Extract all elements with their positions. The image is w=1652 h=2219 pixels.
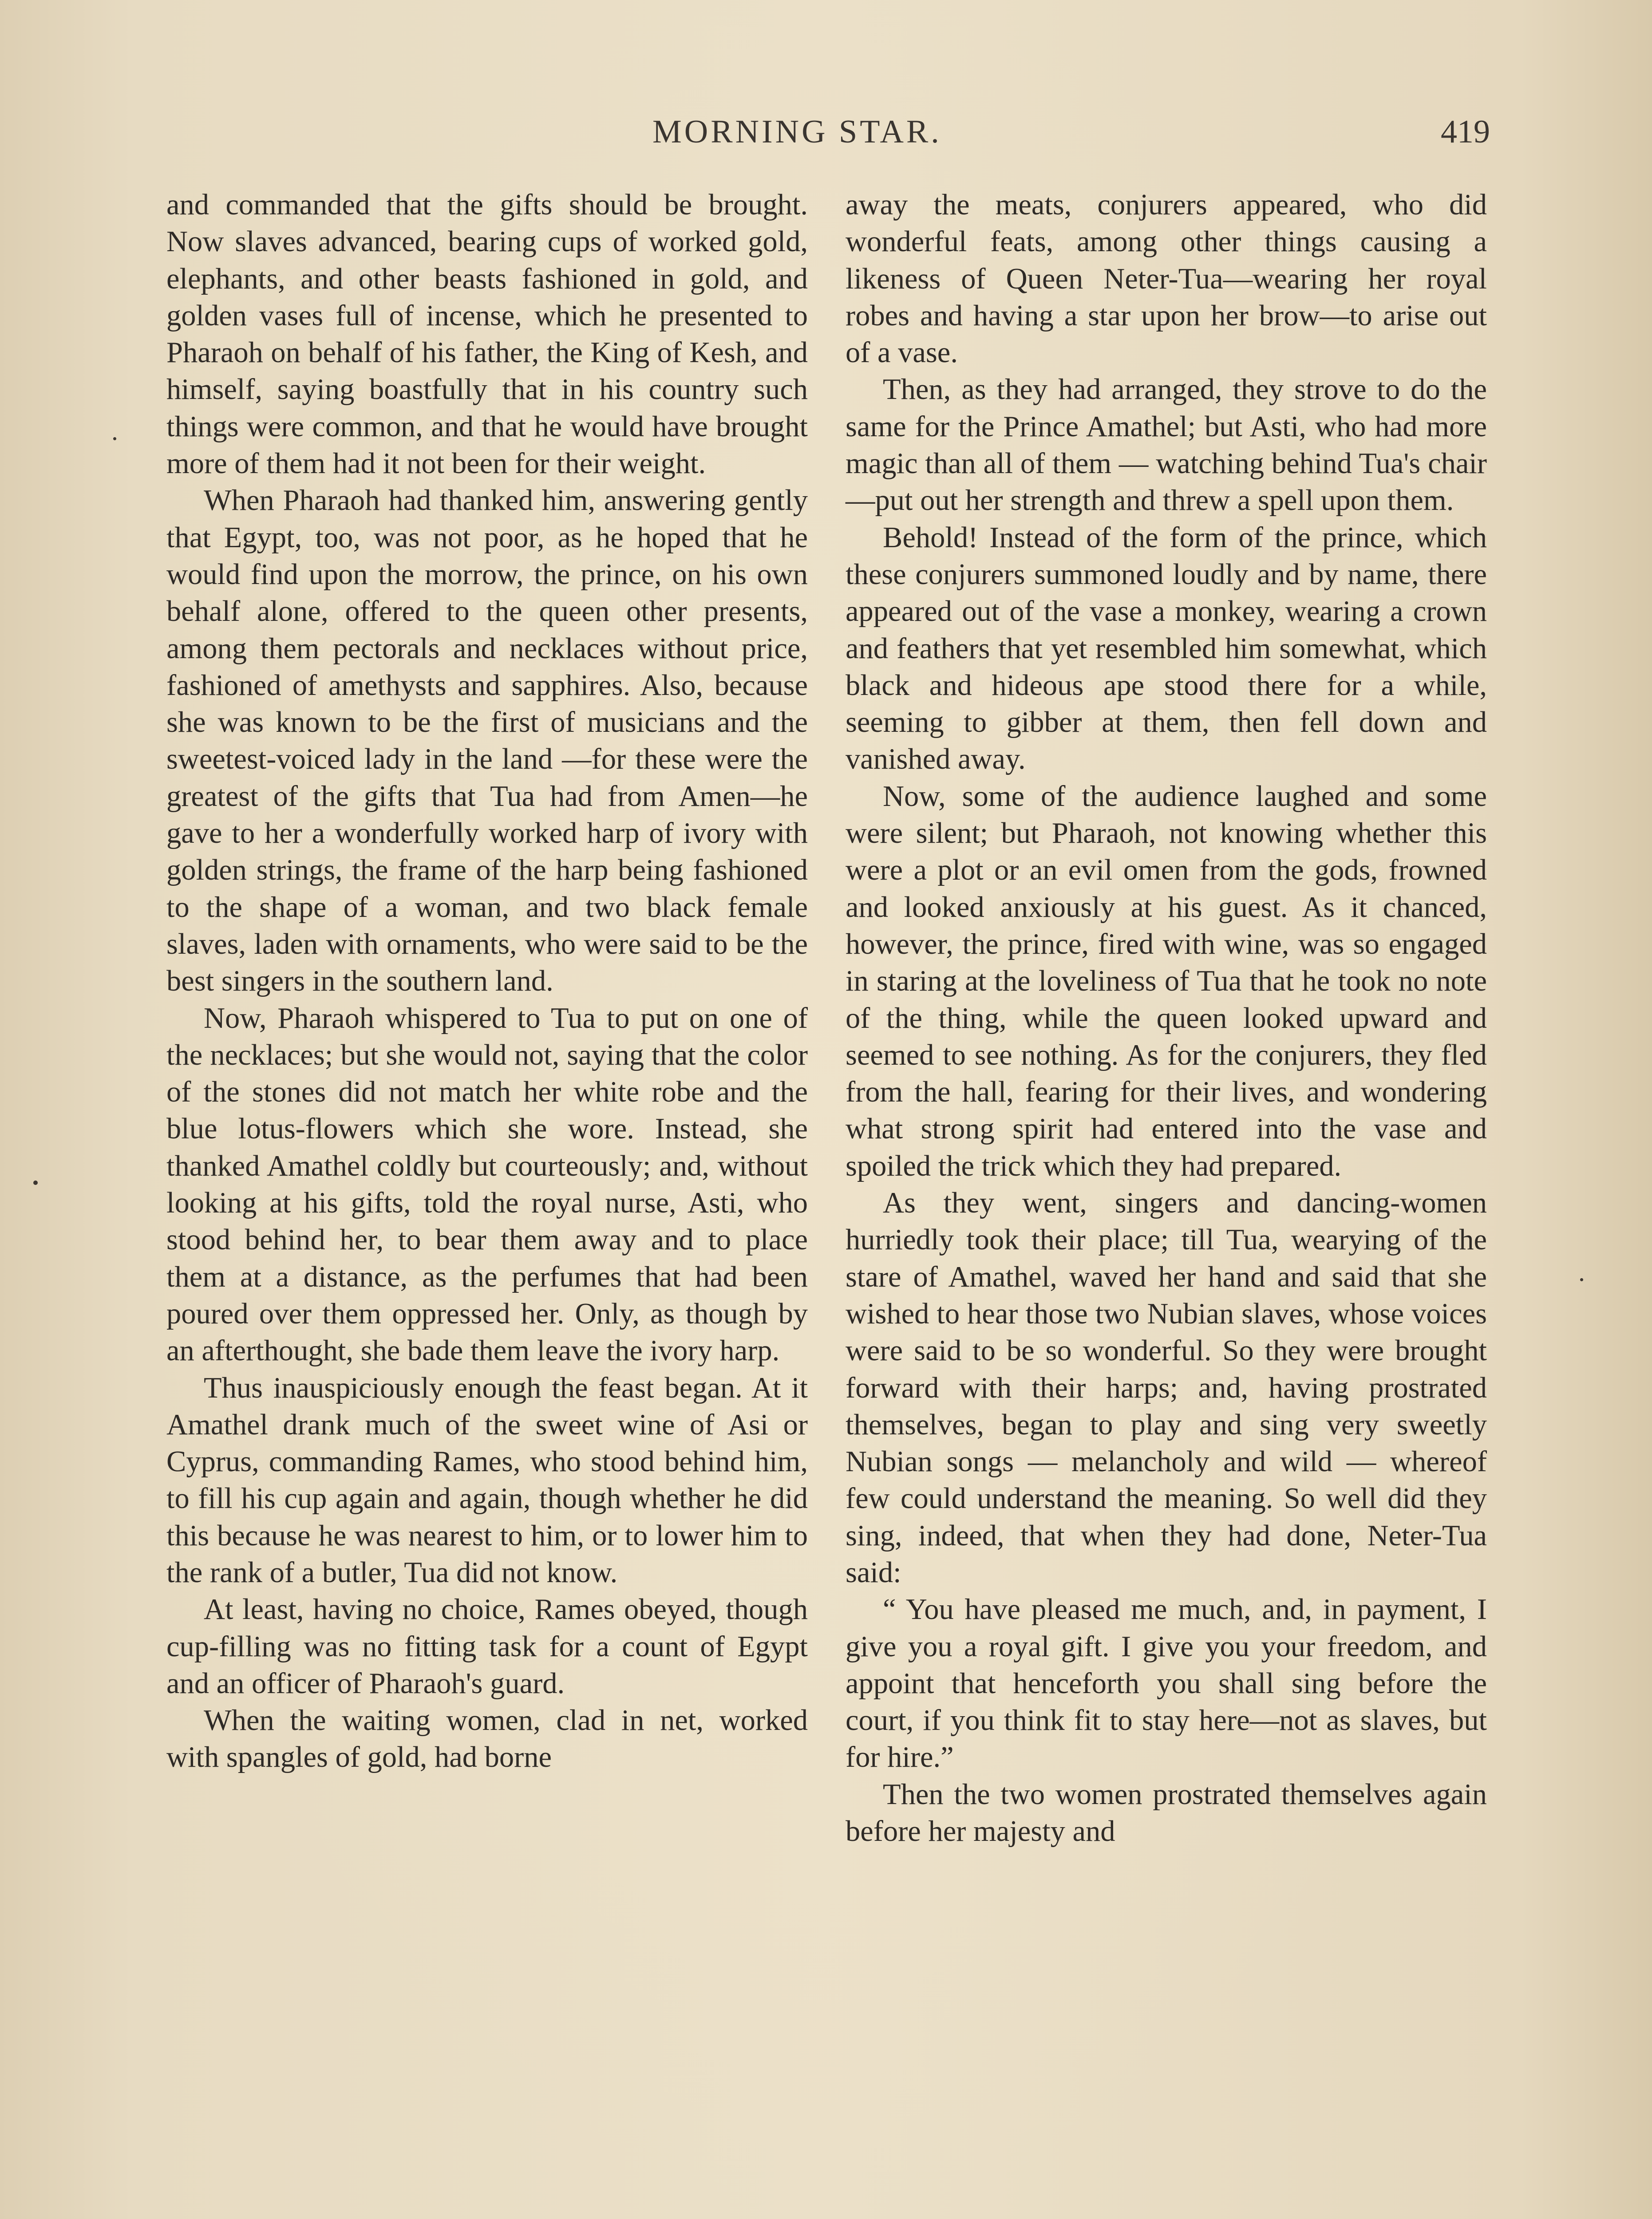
paragraph: At least, having no choice, Rames obeyed, though cup-filling was no fitting task for a count of Egypt and an officer of Pharaoh's guard. (166, 1593, 808, 1700)
page-number: 419 (1441, 114, 1490, 150)
paragraph: Thus inauspiciously enough the feast began. At it Amathel drank much of the sweet wine of Asi or Cyprus, commanding Rames, who stood behind him, to fill his cup again and again, though whether he did this because he was nearest to him, or to lower him to the rank of a butler, Tua did not know. (166, 1371, 808, 1589)
paragraph: Behold! Instead of the form of the prince, which these conjurers summoned loudly and by name, there appeared out of the vase a monkey, wearing a crown and feathers that yet resembled him somewhat, which black and hideous ape stood there for a while, seeming to gibber at them, then fell down and vanished away. (846, 521, 1487, 776)
paper-speck (1580, 1278, 1583, 1281)
running-title: MORNING STAR. (652, 114, 942, 150)
paragraph: Then, as they had arranged, they strove to do the same for the Prince Amathel; but Asti, who had more magic than all of them — watching behind Tua's chair—put out her strength and threw a spell upon them. (846, 373, 1487, 517)
paragraph: “ You have pleased me much, and, in payment, I give you a royal gift. I give you your freedom, and appoint that henceforth you shall sing before the court, if you think fit to stay here—not as slaves, but for hire.” (846, 1593, 1487, 1774)
paragraph: When Pharaoh had thanked him, answering gently that Egypt, too, was not poor, as he hoped that he would find upon the morrow, the prince, on his own behalf alone, offered to the queen other presents, among them pectorals and necklaces without price, fashioned of amethysts and sapphires. Also, because she was known to be the first of musicians and the sweetest-voiced lady in the land —for these were the greatest of the gifts that Tua had from Amen—he gave to her a wonderfully worked harp of ivory with golden strings, the frame of the harp being fashioned to the shape of a woman, and two black female slaves, laden with ornaments, who were said to be the best singers in the southern land. (166, 484, 808, 998)
paragraph: Now, Pharaoh whispered to Tua to put on one of the necklaces; but she would not, saying that the color of the stones did not match her white robe and the blue lotus-flowers which she wore. Instead, she thanked Amathel coldly but courteously; and, without looking at his gifts, told the royal nurse, Asti, who stood behind her, to bear them away and to place them at a distance, as the perfumes that had been poured over them oppressed her. Only, as though by an afterthought, she bade them leave the ivory harp. (166, 1002, 808, 1367)
paragraph: Then the two women prostrated themselves again before her majesty and (846, 1778, 1487, 1848)
paragraph: Now, some of the audience laughed and some were silent; but Pharaoh, not knowing whether this were a plot or an evil omen from the gods, frowned and looked anxiously at his guest. As it chanced, however, the prince, fired with wine, was so engaged in staring at the loveliness of Tua that he took no note of the thing, while the queen looked upward and seemed to see nothing. As for the conjurers, they fled from the hall, fearing for their lives, and wondering what strong spirit had entered into the vase and spoiled the trick which they had prepared. (846, 780, 1487, 1182)
right-text-column (846, 186, 1487, 1850)
left-text-column (166, 186, 808, 1776)
paper-speck (33, 1181, 38, 1185)
paragraph: away the meats, conjurers appeared, who did wonderful feats, among other things causing a likeness of Queen Neter-Tua—wearing her royal robes and having a star upon her brow—to arise out of a vase. (846, 189, 1487, 369)
paragraph: and commanded that the gifts should be brought. Now slaves advanced, bearing cups of worked gold, elephants, and other beasts fashioned in gold, and golden vases full of incense, which he presented to Pharaoh on behalf of his father, the King of Kesh, and himself, saying boastfully that in his country such things were common, and that he would have brought more of them had it not been for their weight. (166, 189, 808, 480)
paragraph: When the waiting women, clad in net, worked with spangles of gold, had borne (166, 1704, 808, 1774)
paper-speck (113, 437, 116, 440)
paragraph: As they went, singers and dancing-women hurriedly took their place; till Tua, wearying of the stare of Amathel, waved her hand and said that she wished to hear those two Nubian slaves, whose voices were said to be so wonderful. So they were brought forward with their harps; and, having prostrated themselves, began to play and sing very sweetly Nubian songs — melancholy and wild — whereof few could understand the meaning. So well did they sing, indeed, that when they had done, Neter-Tua said: (846, 1187, 1487, 1589)
